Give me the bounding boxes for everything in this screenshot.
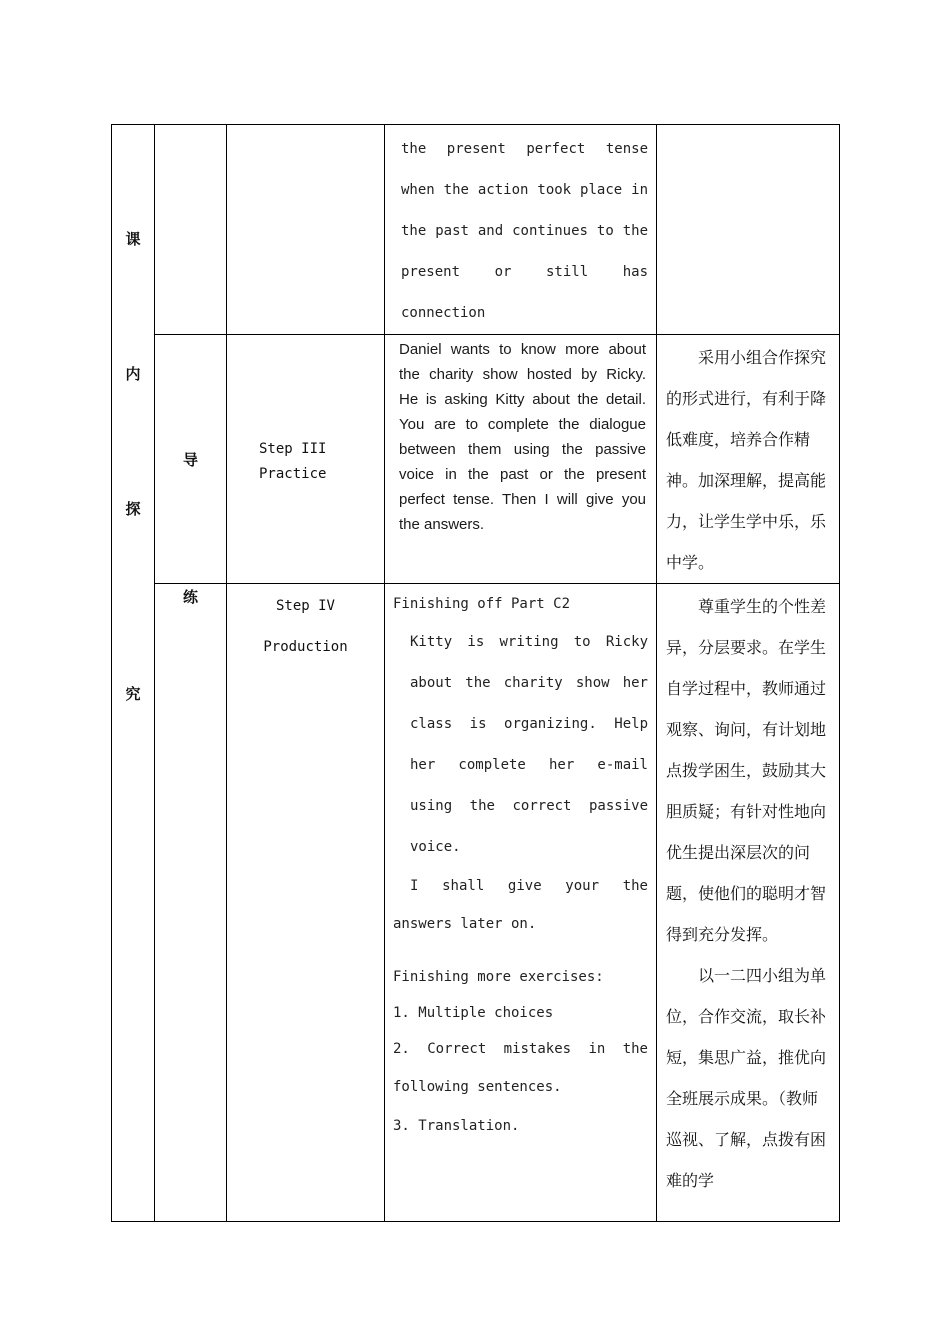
side-char: 究 <box>125 685 141 703</box>
lesson-plan-table <box>111 124 840 1222</box>
content-line: about the charity show her <box>410 675 648 691</box>
content-line: voice. <box>410 839 461 855</box>
content-line: perfect tense. Then I will give you <box>399 491 646 508</box>
step-label: Practice <box>259 466 327 482</box>
side-char: 课 <box>125 230 141 248</box>
content-line: when the action took place in <box>401 182 648 198</box>
table-row <box>112 335 840 584</box>
content-line: the charity show hosted by Ricky. <box>399 366 646 383</box>
content-line: You are to complete the dialogue <box>399 416 646 433</box>
stage-cell: 练 <box>155 584 227 1222</box>
stage-cell <box>155 125 227 335</box>
purpose-paragraph: 以一二四小组为单位，合作交流，取长补短，集思广益，推优向全班展示成果。（教师巡视、了解，点拨有困难的学 <box>666 966 827 1190</box>
purpose-cell <box>657 584 840 1222</box>
content-line: I shall give your the <box>410 878 648 894</box>
content-line: the past and continues to the <box>401 223 648 239</box>
content-cell <box>385 335 657 584</box>
step-label: Step IV <box>275 598 335 614</box>
exercise-item: 2. Correct mistakes in the <box>393 1041 648 1057</box>
purpose-paragraph: 尊重学生的个性差异，分层要求。在学生自学过程中，教师通过观察、询问，有计划地点拨学困生，鼓励其大胆质疑；有针对性地向优生提出深层次的问题，使他们的聪明才智得到充分发挥。 <box>666 597 827 944</box>
content-line: the answers. <box>399 516 485 533</box>
content-line: the present perfect tense <box>401 141 648 157</box>
content-line: answers later on. <box>393 916 537 932</box>
step-label: Production <box>263 639 348 655</box>
table-row <box>112 125 840 335</box>
exercise-item: following sentences. <box>393 1079 562 1095</box>
side-column-cell <box>112 125 155 1222</box>
content-line: Daniel wants to know more about <box>399 341 646 358</box>
exercise-item: 1. Multiple choices <box>393 1005 554 1021</box>
table-row <box>112 584 840 1222</box>
content-heading: Finishing off Part C2 <box>393 596 571 612</box>
content-line: connection <box>401 305 486 321</box>
stage-cell: 导 <box>155 335 227 584</box>
exercise-item: 3. Translation. <box>393 1118 520 1134</box>
content-line: between them using the passive <box>399 441 646 458</box>
content-cell <box>385 125 657 335</box>
content-line: class is organizing. Help <box>410 716 648 732</box>
content-cell <box>385 584 657 1222</box>
content-line: her complete her e-mail <box>410 757 648 773</box>
content-line: using the correct passive <box>410 798 648 814</box>
step-label: Step III <box>259 441 327 457</box>
content-line: voice in the past or the present <box>399 466 646 483</box>
content-line: Kitty is writing to Ricky <box>410 634 648 650</box>
step-cell <box>227 335 385 584</box>
purpose-cell: 采用小组合作探究的形式进行，有利于降低难度，培养合作精神。加深理解，提高能力，让学生学中乐，乐中学。 <box>657 335 840 584</box>
content-heading: Finishing more exercises: <box>393 969 604 985</box>
step-cell <box>227 125 385 335</box>
purpose-cell <box>657 125 840 335</box>
step-cell <box>227 584 385 1222</box>
side-char: 内 <box>125 365 141 383</box>
side-char: 探 <box>125 500 141 518</box>
content-line: He is asking Kitty about the detail. <box>399 391 646 408</box>
content-line: present or still has <box>401 264 648 280</box>
